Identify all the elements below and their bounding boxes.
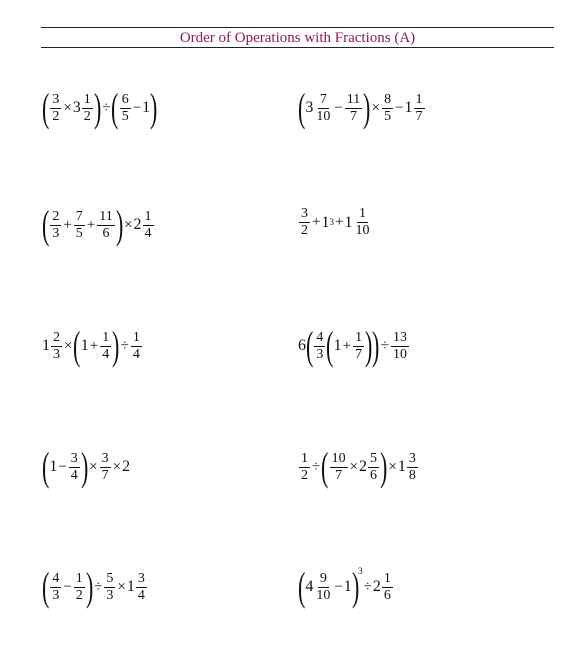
fraction [74, 210, 85, 241]
problem-5 [42, 323, 143, 368]
divide-symbol: ÷ [120, 337, 129, 354]
numerator: 1 [358, 206, 366, 221]
numerator: 3 [52, 91, 60, 107]
numerator: 13 [393, 329, 408, 345]
denominator: 6 [370, 467, 378, 483]
denominator: 6 [102, 225, 110, 241]
fraction [382, 93, 393, 124]
plus-symbol: + [63, 216, 72, 233]
numerator: 11 [346, 91, 361, 107]
times-symbol: × [124, 216, 133, 233]
fraction [391, 331, 409, 362]
problem-1 [41, 85, 158, 130]
paren: ) [351, 564, 360, 609]
fraction [414, 93, 425, 124]
times-symbol: × [89, 458, 98, 475]
problem-10 [297, 564, 394, 609]
exponent: 3 [329, 217, 334, 227]
minus-symbol: − [63, 578, 72, 595]
paren: ) [372, 323, 380, 368]
denominator: 2 [52, 108, 60, 124]
fraction [382, 572, 393, 603]
divide-symbol: ÷ [363, 578, 372, 595]
times-symbol: × [117, 578, 126, 595]
whole: 1 [49, 458, 58, 475]
problem-7 [41, 444, 131, 489]
numerator: 2 [52, 208, 60, 224]
denominator: 5 [121, 108, 129, 124]
numerator: 5 [106, 570, 114, 586]
whole: 1 [404, 99, 413, 116]
times-symbol: × [349, 458, 359, 475]
paren: ( [297, 564, 306, 609]
paren: ) [115, 202, 124, 247]
denominator: 3 [53, 346, 60, 362]
whole: 6 [298, 337, 306, 354]
denominator: 3 [106, 587, 114, 603]
fraction [407, 452, 418, 483]
fraction [131, 331, 142, 362]
plus-symbol: + [334, 214, 344, 230]
fraction [143, 210, 154, 241]
numerator: 3 [70, 450, 78, 466]
denominator: 7 [415, 108, 423, 124]
whole: 3 [305, 99, 314, 116]
problem-6 [298, 323, 410, 368]
numerator: 4 [52, 570, 60, 586]
numerator: 8 [384, 91, 392, 107]
exponent: 3 [358, 566, 363, 576]
whole: 1 [344, 213, 353, 231]
fraction [50, 572, 61, 603]
numerator: 1 [75, 570, 83, 586]
numerator: 1 [383, 570, 391, 586]
fraction [353, 331, 364, 362]
numerator: 10 [331, 450, 346, 466]
whole: 2 [122, 458, 131, 475]
minus-symbol: − [334, 99, 343, 116]
denominator: 10 [316, 108, 331, 124]
denominator: 6 [383, 587, 391, 603]
fraction [299, 207, 310, 238]
numerator: 11 [99, 208, 113, 224]
plus-symbol: + [312, 214, 321, 230]
denominator: 4 [132, 346, 140, 362]
denominator: 4 [137, 587, 145, 603]
denominator: 5 [75, 225, 83, 241]
numerator: 1 [355, 329, 363, 345]
paren: ) [93, 85, 102, 130]
whole: 1 [142, 99, 151, 116]
paren: ( [41, 564, 50, 609]
problem-2 [297, 85, 426, 130]
denominator: 4 [144, 225, 152, 241]
title-underline [41, 47, 554, 48]
denominator: 4 [102, 346, 110, 362]
numerator: 6 [121, 91, 129, 107]
times-symbol: × [388, 458, 397, 475]
times-symbol: × [64, 337, 73, 354]
minus-symbol: − [58, 458, 67, 475]
denominator: 2 [301, 223, 308, 238]
problem-4 [298, 207, 372, 238]
paren: ( [297, 85, 306, 130]
paren: ) [85, 564, 94, 609]
numerator: 1 [102, 329, 110, 345]
whole: 1 [80, 337, 89, 354]
numerator: 4 [316, 329, 324, 345]
times-symbol: × [371, 99, 381, 116]
problem-9 [41, 564, 148, 609]
denominator: 2 [301, 467, 308, 483]
denominator: 3 [52, 587, 60, 603]
fraction [50, 93, 61, 124]
whole: 4 [305, 578, 314, 595]
times-symbol: × [63, 99, 72, 116]
numerator: 3 [101, 450, 109, 466]
paren: ) [380, 444, 388, 489]
denominator: 10 [355, 223, 370, 238]
numerator: 7 [75, 208, 83, 224]
fraction [314, 93, 332, 124]
fraction [120, 93, 131, 124]
plus-symbol: + [89, 337, 99, 354]
fraction [353, 207, 371, 238]
times-symbol: × [112, 458, 122, 475]
numerator: 1 [132, 329, 140, 345]
numerator: 1 [301, 450, 308, 466]
numerator: 5 [370, 450, 378, 466]
problem-3 [41, 202, 155, 247]
denominator: 7 [335, 467, 343, 483]
fraction [97, 210, 114, 241]
fraction [74, 572, 85, 603]
denominator: 2 [83, 108, 91, 124]
numerator: 2 [53, 329, 60, 345]
whole: 2 [359, 458, 368, 475]
whole: 1 [333, 337, 342, 354]
divide-symbol: ÷ [380, 337, 390, 354]
paren: ( [41, 202, 50, 247]
plus-symbol: + [86, 216, 96, 233]
whole: 1 [42, 337, 50, 354]
divide-symbol: ÷ [312, 458, 321, 475]
whole: 2 [133, 216, 142, 233]
fraction [314, 572, 332, 603]
denominator: 2 [75, 587, 83, 603]
whole: 1 [321, 213, 330, 231]
denominator: 7 [355, 346, 363, 362]
fraction [136, 572, 147, 603]
paren: ( [111, 85, 119, 130]
paren: ) [365, 323, 373, 368]
paren: ( [73, 323, 81, 368]
whole: 1 [126, 578, 135, 595]
paren: ) [112, 323, 120, 368]
numerator: 3 [408, 450, 416, 466]
denominator: 3 [52, 225, 60, 241]
whole: 2 [372, 578, 381, 595]
denominator: 7 [350, 108, 358, 124]
minus-symbol: − [395, 99, 404, 116]
minus-symbol: − [132, 99, 142, 116]
minus-symbol: − [334, 578, 343, 595]
fraction [314, 331, 325, 362]
fraction [51, 331, 62, 362]
problem-8 [298, 444, 419, 489]
numerator: 1 [144, 208, 152, 224]
fraction [50, 210, 61, 241]
fraction [100, 331, 111, 362]
fraction [345, 93, 362, 124]
divide-symbol: ÷ [102, 99, 111, 116]
denominator: 10 [316, 587, 331, 603]
paren: ) [150, 85, 158, 130]
numerator: 9 [319, 570, 327, 586]
fraction [330, 452, 348, 483]
paren: ( [41, 444, 50, 489]
denominator: 3 [316, 346, 324, 362]
plus-symbol: + [342, 337, 352, 354]
fraction [82, 93, 93, 124]
paren: ( [321, 444, 329, 489]
numerator: 1 [415, 91, 423, 107]
numerator: 3 [137, 570, 145, 586]
whole: 3 [72, 99, 81, 116]
numerator: 7 [319, 91, 327, 107]
numerator: 3 [301, 206, 308, 221]
paren: ( [305, 323, 314, 368]
fraction [299, 452, 310, 483]
whole: 1 [397, 458, 406, 475]
paren: ) [363, 85, 371, 130]
denominator: 4 [70, 467, 78, 483]
fraction [368, 452, 379, 483]
denominator: 5 [384, 108, 392, 124]
fraction [100, 452, 111, 483]
worksheet-title: Order of Operations with Fractions (A) [179, 30, 416, 46]
fraction [69, 452, 80, 483]
divide-symbol: ÷ [94, 578, 103, 595]
top-rule [41, 27, 554, 28]
whole: 1 [343, 578, 352, 595]
denominator: 7 [101, 467, 109, 483]
fraction [104, 572, 115, 603]
paren: ) [80, 444, 89, 489]
numerator: 1 [83, 91, 91, 107]
paren: ( [326, 323, 334, 368]
denominator: 8 [408, 467, 416, 483]
paren: ( [41, 85, 50, 130]
denominator: 10 [393, 346, 408, 362]
